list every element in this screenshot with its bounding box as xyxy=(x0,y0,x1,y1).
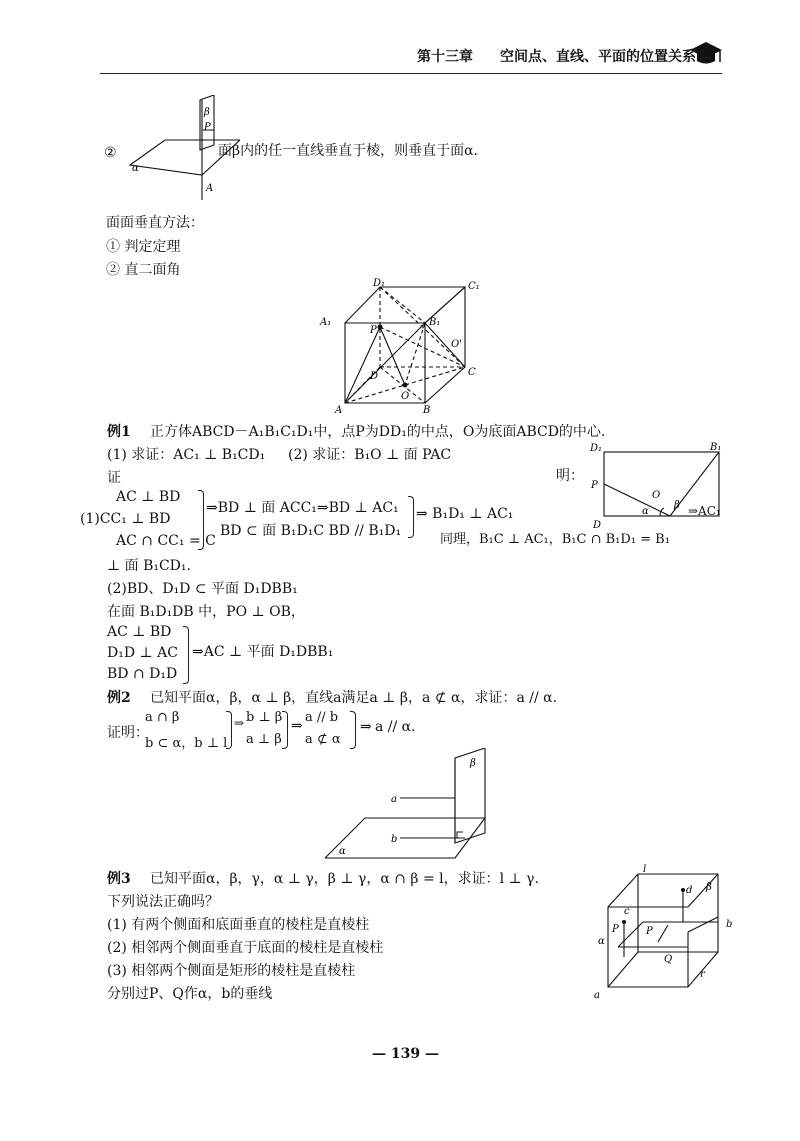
example1-proof-label: 证 xyxy=(107,470,121,486)
example2-brace-1 xyxy=(226,711,232,749)
fig5-P: P xyxy=(646,926,653,937)
fig2-O: O xyxy=(401,391,410,402)
example1-q1: (1) 求证：AC₁ ⊥ B₁CD₁ xyxy=(107,447,266,463)
p1-result: ⇒ B₁D₁ ⊥ AC₁ xyxy=(416,506,514,522)
fig3-D: D xyxy=(593,520,602,531)
fig1-alpha: α xyxy=(132,163,139,174)
example3-statement: 已知平面α，β，γ，α ⊥ γ，β ⊥ γ，α ∩ β = l，求证：l ⊥ γ. xyxy=(150,871,539,887)
chapter-title: 空间点、直线、平面的位置关系 xyxy=(500,49,696,65)
fig5-r: r xyxy=(700,969,705,980)
section1-text: 面β内的任一直线垂直于棱，则垂直于面α. xyxy=(218,143,478,159)
p2-cond2: D₁D ⊥ AC xyxy=(107,645,178,661)
example2-r2: a ⊄ α xyxy=(305,732,341,747)
example3-item-2: (2) 相邻两个侧面垂直于底面的棱柱是直棱柱 xyxy=(107,940,384,956)
example1-statement: 正方体ABCD－A₁B₁C₁D₁中，点P为DD₁的中点，O为底面ABCD的中心. xyxy=(150,424,606,440)
example2-r1: a // b xyxy=(305,710,339,725)
page-number: — 139 — xyxy=(372,1046,439,1062)
p1-brace-2 xyxy=(408,496,414,538)
example1-label: 例1 xyxy=(107,424,131,440)
example2-brace-3 xyxy=(350,711,356,749)
p2-line2: 在面 B₁D₁DB 中，PO ⊥ OB， xyxy=(107,604,305,620)
example2-m1: b ⊥ β xyxy=(246,710,283,725)
example1-q2: (2) 求证：B₁O ⊥ 面 PAC xyxy=(288,447,452,463)
figure-prism xyxy=(588,862,738,1002)
p2-cond3: BD ∩ D₁D xyxy=(107,666,178,682)
fig2-B: B xyxy=(423,405,431,415)
fig1-A: A xyxy=(206,183,214,194)
p1-cond1: AC ⊥ BD xyxy=(116,489,181,505)
fig3-beta: β xyxy=(674,500,680,511)
example3-question: 下列说法正确吗？ xyxy=(107,894,219,910)
chapter-label: 第十三章 xyxy=(417,49,473,65)
fig3-D1: D₁ xyxy=(590,443,603,454)
graduation-cap-icon xyxy=(688,38,724,68)
fig5-d: d xyxy=(686,885,693,896)
example2-proof: 证明： xyxy=(107,725,149,741)
fig4-alpha: α xyxy=(339,846,346,857)
fig5-a: a xyxy=(594,990,600,1001)
fig2-D1: D₁ xyxy=(373,278,386,289)
fig2-A1: A₁ xyxy=(320,317,332,328)
header-rule xyxy=(100,73,722,74)
example2-arrow-1: ⇒ xyxy=(234,716,245,730)
p2-line1: (2)BD、D₁D ⊂ 平面 D₁DBB₁ xyxy=(107,581,298,597)
example2-m2: a ⊥ β xyxy=(246,732,282,747)
p1-cond3: AC ∩ CC₁ = C xyxy=(116,533,216,549)
fig2-C: C xyxy=(468,367,476,378)
example2-arrow-2: ⇒ xyxy=(291,718,303,734)
fig5-Q: Q xyxy=(664,954,673,965)
p2-result: ⇒AC ⊥ 平面 D₁DBB₁ xyxy=(192,644,334,660)
fig5-l: l xyxy=(643,864,647,875)
fig5-beta: β xyxy=(706,882,712,893)
figure-section-rect xyxy=(588,440,728,532)
fig2-P: P xyxy=(370,325,377,336)
fig5-P-left: P xyxy=(612,924,619,935)
p1-same: 同理，B₁C ⊥ AC₁，B₁C ∩ B₁D₁ = B₁ xyxy=(440,532,670,547)
fig5-c: c xyxy=(624,906,630,917)
p1-mid1: ⇒BD ⊥ 面 ACC₁⇒BD ⊥ AC₁ xyxy=(206,500,399,516)
figure-planes-ab xyxy=(325,748,505,863)
example3-item-3: (3) 相邻两个侧面是矩形的棱柱是直棱柱 xyxy=(107,963,356,979)
example2-c2: b ⊂ α，b ⊥ l xyxy=(145,736,228,751)
methods-item-2: ② 直二面角 xyxy=(106,262,181,278)
fig4-a: a xyxy=(391,794,397,805)
fig3-B1: B₁ xyxy=(710,442,722,453)
example3-item-1: (1) 有两个侧面和底面垂直的棱柱是直棱柱 xyxy=(107,917,370,933)
fig2-C1: C₁ xyxy=(468,281,480,292)
methods-heading: 面面垂直方法： xyxy=(106,215,204,231)
example3-label: 例3 xyxy=(107,871,131,887)
fig3-alpha: α xyxy=(642,506,649,517)
fig4-beta: β xyxy=(470,758,476,769)
example2-arrow-3: ⇒ xyxy=(360,719,372,735)
example2-statement: 已知平面α，β，α ⊥ β，直线a满足a ⊥ β，a ⊄ α，求证：a // α. xyxy=(150,690,558,706)
example2-label: 例2 xyxy=(107,690,131,706)
fig3-P: P xyxy=(591,480,598,491)
example1-ming: 明： xyxy=(556,468,584,484)
fig2-Oprime: O' xyxy=(451,339,462,350)
p1-mid2: BD ⊂ 面 B₁D₁C BD // B₁D₁ xyxy=(220,523,402,539)
fig1-P: P xyxy=(204,122,211,133)
fig2-A: A xyxy=(335,405,343,415)
fig3-O: O xyxy=(652,490,661,501)
fig2-D: D xyxy=(370,371,379,382)
p1-end: ⊥ 面 B₁CD₁. xyxy=(107,558,191,574)
p1-brace xyxy=(198,490,204,550)
example2-final: a // α. xyxy=(375,719,416,735)
example2-brace-2 xyxy=(282,711,288,749)
fig2-B1: B₁ xyxy=(429,317,441,328)
fig5-alpha: α xyxy=(598,936,605,947)
example2-c1: a ∩ β xyxy=(145,710,180,725)
p2-brace xyxy=(183,626,189,684)
fig5-b: b xyxy=(726,919,733,930)
figure-cube xyxy=(315,275,490,415)
p1-arrow: ⇒AC₁ xyxy=(688,504,721,518)
example3-tail: 分别过P、Q作α，b的垂线 xyxy=(107,986,273,1002)
section1-number: ② xyxy=(104,145,117,161)
p2-cond1: AC ⊥ BD xyxy=(107,624,172,640)
fig4-b: b xyxy=(391,834,398,845)
p1-cond2: (1)CC₁ ⊥ BD xyxy=(80,511,171,527)
fig1-beta: β xyxy=(204,107,210,118)
methods-item-1: ① 判定定理 xyxy=(106,239,181,255)
